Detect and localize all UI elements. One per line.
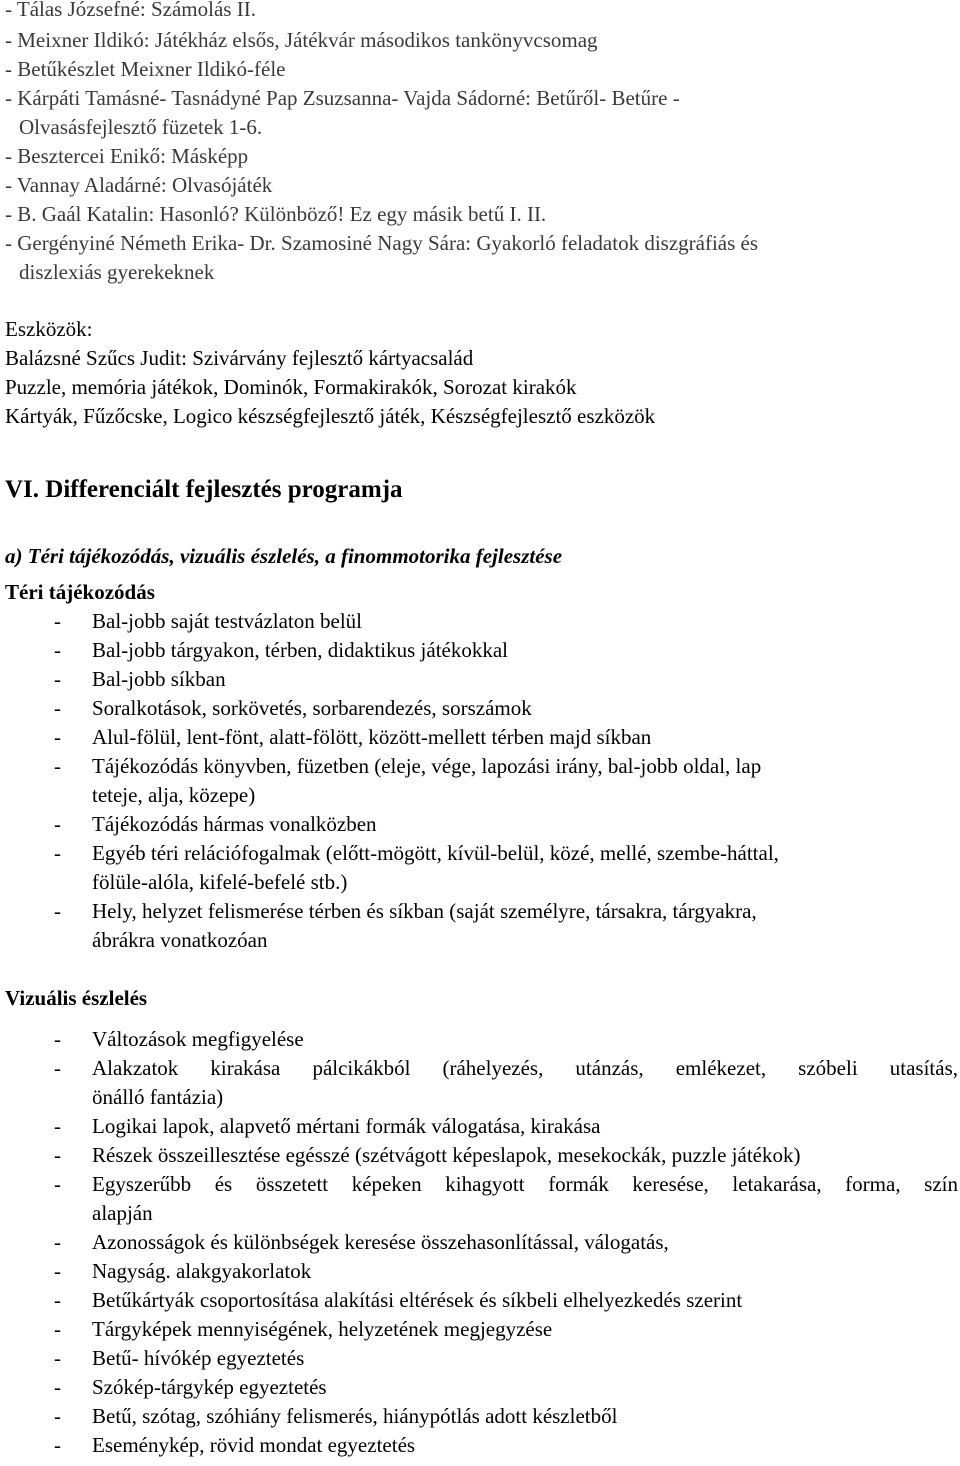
- reference-line: - Meixner Ildikó: Játékház elsős, Játékvár másodikos tankönyvcsomag: [5, 28, 598, 52]
- reference-line: - Betűkészlet Meixner Ildikó-féle: [5, 57, 286, 81]
- tools-item: Puzzle, memória játékok, Dominók, Formakirakók, Sorozat kirakók: [5, 375, 577, 399]
- subsection-heading: a) Téri tájékozódás, vizuális észlelés, a finommotorika fejlesztése: [5, 544, 563, 568]
- document-page: - Tálas Józsefné: Számolás II. - Meixner Ildikó: Játékház elsős, Játékvár másodikos tankönyvcsomag - Betűkészlet Meixner Ildikó-féle - Kárpáti Tamásné- Tasnádyné Pap Zsuzsanna- Vajda Sádorné: Betűről- Betűre - Olvasásfejlesztő füzetek 1-6. - Besztercei Enikő: Másképp - Vannay Aladárné: Olvasójáték - B. Gaál Katalin: Hasonló? Különböző! Ez egy másik betű I. II. - Gergényiné Németh Erika- Dr. Szamosiné Nagy Sára: Gyakorló feladatok diszgráfiás és diszlexiás gyerekeknek Eszközök: Balázsné Szűcs Judit: Szivárvány fejlesztő kártyacsalád Puzzle, memória játékok, Dominók, Formakirakók, Sorozat kirakók Kártyák, Fűzőcske, Logico készségfejlesztő játék, Készségfejlesztő eszközök VI. Differenciált fejlesztés programja a) Téri tájékozódás, vizuális észlelés, a finommotorika fejlesztése Téri tájékozódás - Bal-jobb saját testvázlaton belül - Bal-jobb tárgyakon, térben, didaktikus játékokkal - Bal-jobb síkban - Soralkotások, sorkövetés, sorbarendezés, sorszámok - Alul-fölül, lent-fönt, alatt-fölött, között-mellett térben majd síkban - Tájékozódás könyvben, füzetben (eleje, vége, lapozási irány, bal-jobb oldal, lap teteje, alja, közepe) - Tájékozódás hármas vonalközben - Egyéb téri relációfogalmak (előtt-mögött, kívül-belül, közé, mellé, szembe-háttal, fölüle-alóla, kifelé-befelé stb.) - Hely, helyzet felismerése térben és síkban (saját személyre, társakra, tárgyakra, ábrákra vonatkozóan Vizuális észlelés - Változások megfigyelése - Alakzatok kirakása pálcikákból (ráhelyezés, utánzás, emlékezet, szóbeli utasítás, önálló fantázia) - Logikai lapok, alapvető mértani formák válogatása, kirakása - Részek összeillesztése egésszé (szétvágott képeslapok, mesekockák, puzzle játékok) - Egyszerűbb és összetett képeken kihagyott formák keresése, letakarása, forma, szín alapján - Azonosságok és különbségek keresése összehasonlítással, válogatás, - Nagyság. alakgyakorlatok - Betűkártyák csoportosítása alakítási eltérések és síkbeli elhelyezkedés szerint - Tárgyképek mennyiségének, helyzetének megjegyzése - Betű- hívókép egyeztetés - Szókép-tárgykép egyeztetés - Betű, szótag, szóhiány felismerés, hiánypótlás adott készletből - Eseménykép, rövid mondat egyeztetés: [0, 0, 960, 1466]
- reference-line: - B. Gaál Katalin: Hasonló? Különböző! Ez egy másik betű I. II.: [5, 202, 547, 226]
- section-heading: VI. Differenciált fejlesztés programja: [5, 476, 403, 503]
- reference-line: - Tálas Józsefné: Számolás II.: [5, 0, 256, 21]
- reference-line: - Gergényiné Németh Erika- Dr. Szamosiné Nagy Sára: Gyakorló feladatok diszgráfiás és: [5, 231, 759, 255]
- spatial-title: Téri tájékozódás: [5, 580, 155, 604]
- reference-line: - Vannay Aladárné: Olvasójáték: [5, 173, 273, 197]
- tools-item: Kártyák, Fűzőcske, Logico készségfejlesztő játék, Készségfejlesztő eszközök: [5, 404, 656, 428]
- reference-line: - Kárpáti Tamásné- Tasnádyné Pap Zsuzsanna- Vajda Sádorné: Betűről- Betűre -: [5, 86, 680, 110]
- reference-line: - Besztercei Enikő: Másképp: [5, 144, 249, 168]
- reference-line: Olvasásfejlesztő füzetek 1-6.: [19, 115, 263, 139]
- visual-title: Vizuális észlelés: [5, 986, 148, 1010]
- reference-line: diszlexiás gyerekeknek: [19, 260, 215, 284]
- tools-title: Eszközök:: [5, 317, 93, 341]
- tools-item: Balázsné Szűcs Judit: Szivárvány fejlesztő kártyacsalád: [5, 346, 474, 370]
